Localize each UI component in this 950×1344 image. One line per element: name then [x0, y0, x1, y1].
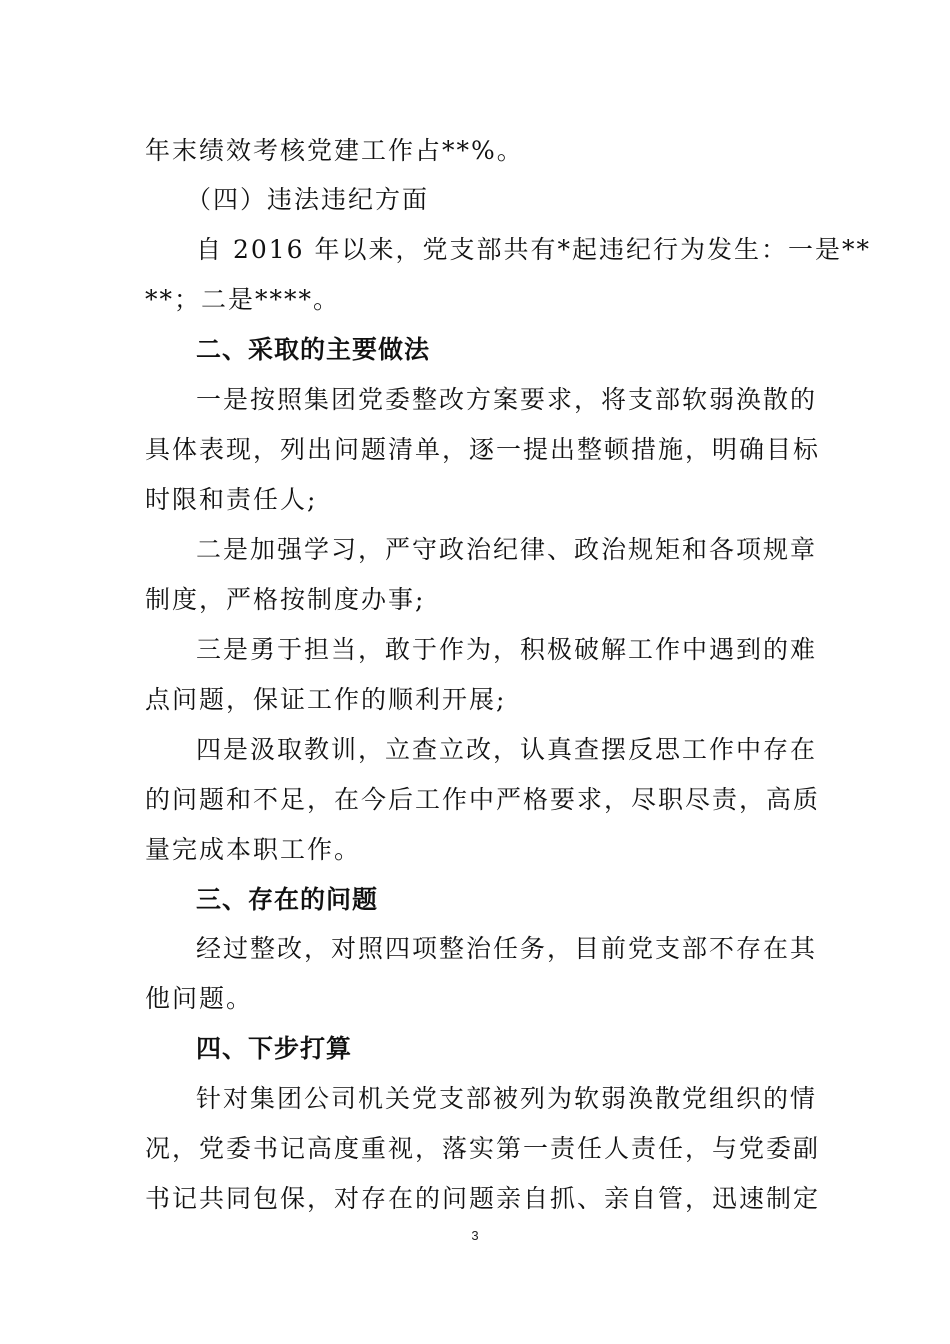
- section-heading: 二、采取的主要做法: [196, 335, 431, 364]
- text-line: **；二是****。: [145, 285, 341, 314]
- text-line: 点问题，保证工作的顺利开展;: [145, 685, 507, 714]
- text-line: 制度，严格按制度办事;: [145, 585, 426, 614]
- section-heading: 三、存在的问题: [196, 885, 379, 914]
- subsection-heading: （四）违法违纪方面: [186, 185, 430, 214]
- text-line: 二是加强学习，严守政治纪律、政治规矩和各项规章: [196, 535, 818, 564]
- text-line: 量完成本职工作。: [145, 835, 362, 864]
- text-line: 具体表现，列出问题清单，逐一提出整顿措施，明确目标: [145, 435, 821, 464]
- text-line: 他问题。: [145, 984, 254, 1013]
- text-line: 时限和责任人;: [145, 485, 318, 514]
- text-line: 经过整改，对照四项整治任务，目前党支部不存在其: [196, 934, 818, 963]
- text-line: 四是汲取教训，立查立改，认真查摆反思工作中存在: [196, 735, 818, 764]
- text-line: 一是按照集团党委整改方案要求，将支部软弱涣散的: [196, 385, 818, 414]
- page-number: 3: [471, 1228, 479, 1243]
- text-line: 自 2016 年以来，党支部共有*起违纪行为发生：一是**: [196, 235, 872, 264]
- text-line: 况，党委书记高度重视，落实第一责任人责任，与党委副: [145, 1134, 821, 1163]
- text-line: 的问题和不足，在今后工作中严格要求，尽职尽责，高质: [145, 785, 821, 814]
- section-heading: 四、下步打算: [196, 1034, 353, 1063]
- text-line: 书记共同包保，对存在的问题亲自抓、亲自管，迅速制定: [145, 1184, 821, 1213]
- text-line: 年末绩效考核党建工作占**%。: [145, 136, 524, 165]
- text-line: 针对集团公司机关党支部被列为软弱涣散党组织的情: [196, 1084, 818, 1113]
- text-line: 三是勇于担当，敢于作为，积极破解工作中遇到的难: [196, 635, 818, 664]
